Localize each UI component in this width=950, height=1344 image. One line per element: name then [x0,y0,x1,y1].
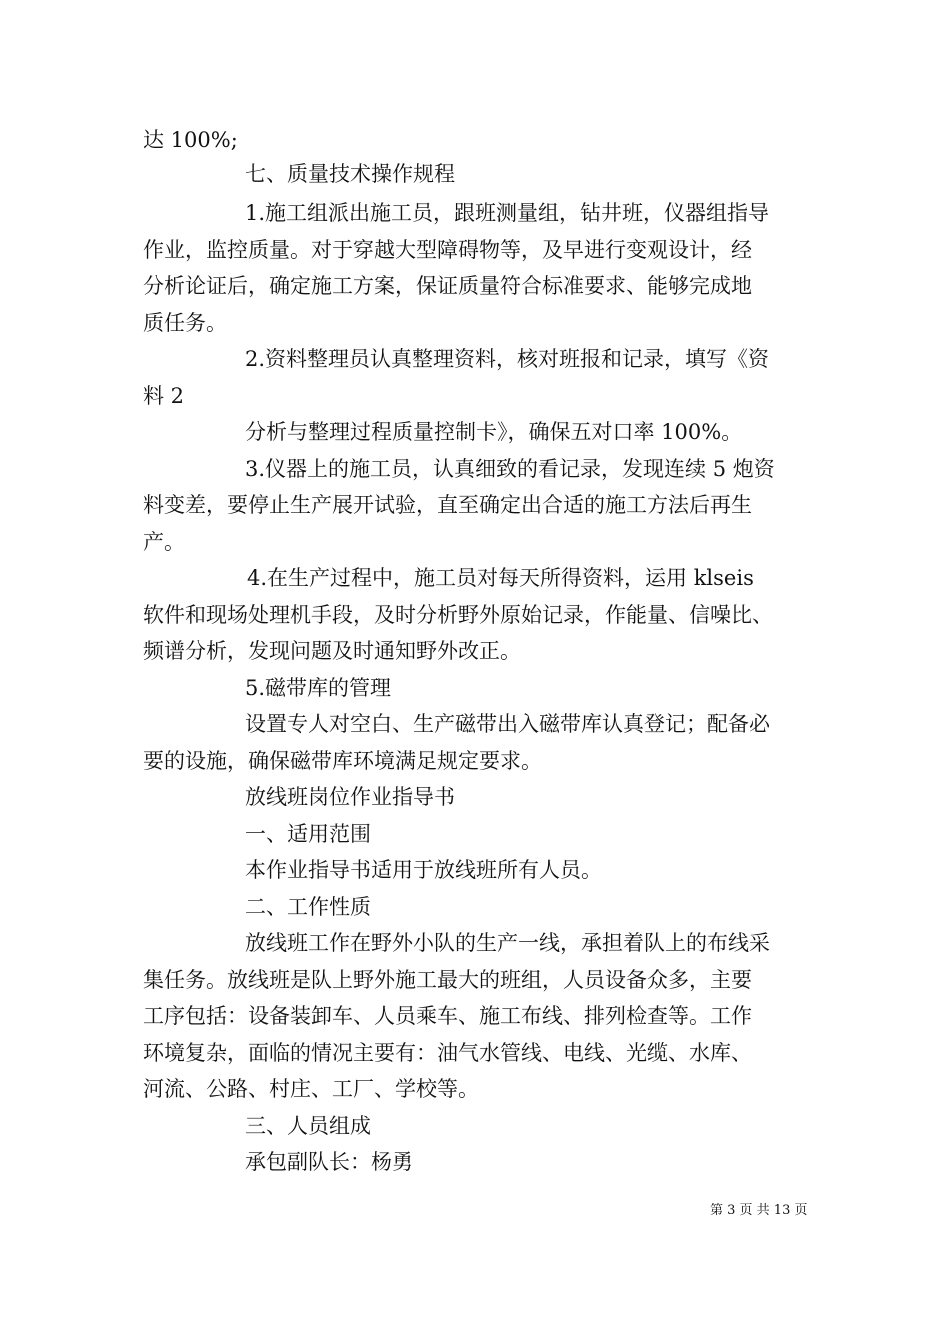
text-line: 软件和现场处理机手段，及时分析野外原始记录，作能量、信噪比、 [143,603,773,627]
text-line: 环境复杂，面临的情况主要有：油气水管线、电线、光缆、水库、 [143,1041,752,1065]
text-line: 4.在生产过程中，施工员对每天所得资料，运用 klseis [247,566,754,590]
text-line: 频谱分析，发现问题及时通知野外改正。 [143,639,521,663]
text-line: 河流、公路、村庄、工厂、学校等。 [143,1077,479,1101]
text-line: 放线班工作在野外小队的生产一线，承担着队上的布线采 [245,931,770,955]
text-line: 承包副队长：杨勇 [245,1150,413,1174]
text-line: 料 2 [143,384,185,408]
text-line: 要的设施，确保磁带库环境满足规定要求。 [143,749,542,773]
section-heading: 二、工作性质 [245,895,371,919]
text-line: 分析与整理过程质量控制卡》，确保五对口率 100%。 [245,420,743,444]
section-heading: 七、质量技术操作规程 [245,162,455,186]
section-heading: 一、适用范围 [245,822,371,846]
page-number-footer: 第 3 页 共 13 页 [710,1203,808,1218]
text-line: 设置专人对空白、生产磁带出入磁带库认真登记；配备必 [245,712,770,736]
section-heading: 5.磁带库的管理 [245,676,392,700]
text-line: 3.仪器上的施工员，认真细致的看记录，发现连续 5 炮资 [245,457,775,481]
text-line: 分析论证后，确定施工方案，保证质量符合标准要求、能够完成地 [143,274,752,298]
text-line: 集任务。放线班是队上野外施工最大的班组，人员设备众多，主要 [143,968,752,992]
document-title: 放线班岗位作业指导书 [245,785,455,809]
text-line: 1.施工组派出施工员，跟班测量组，钻井班，仪器组指导 [245,201,770,225]
section-heading: 三、人员组成 [245,1114,371,1138]
text-line: 工序包括：设备装卸车、人员乘车、施工布线、排列检查等。工作 [143,1004,752,1028]
text-line: 质任务。 [143,311,227,335]
text-line: 本作业指导书适用于放线班所有人员。 [245,858,602,882]
text-line: 2.资料整理员认真整理资料，核对班报和记录，填写《资 [245,347,770,371]
text-line: 作业，监控质量。对于穿越大型障碍物等，及早进行变观设计，经 [143,238,752,262]
text-line: 产。 [143,530,185,554]
text-line: 达 100%; [143,128,238,152]
text-line: 料变差，要停止生产展开试验，直至确定出合适的施工方法后再生 [143,493,752,517]
